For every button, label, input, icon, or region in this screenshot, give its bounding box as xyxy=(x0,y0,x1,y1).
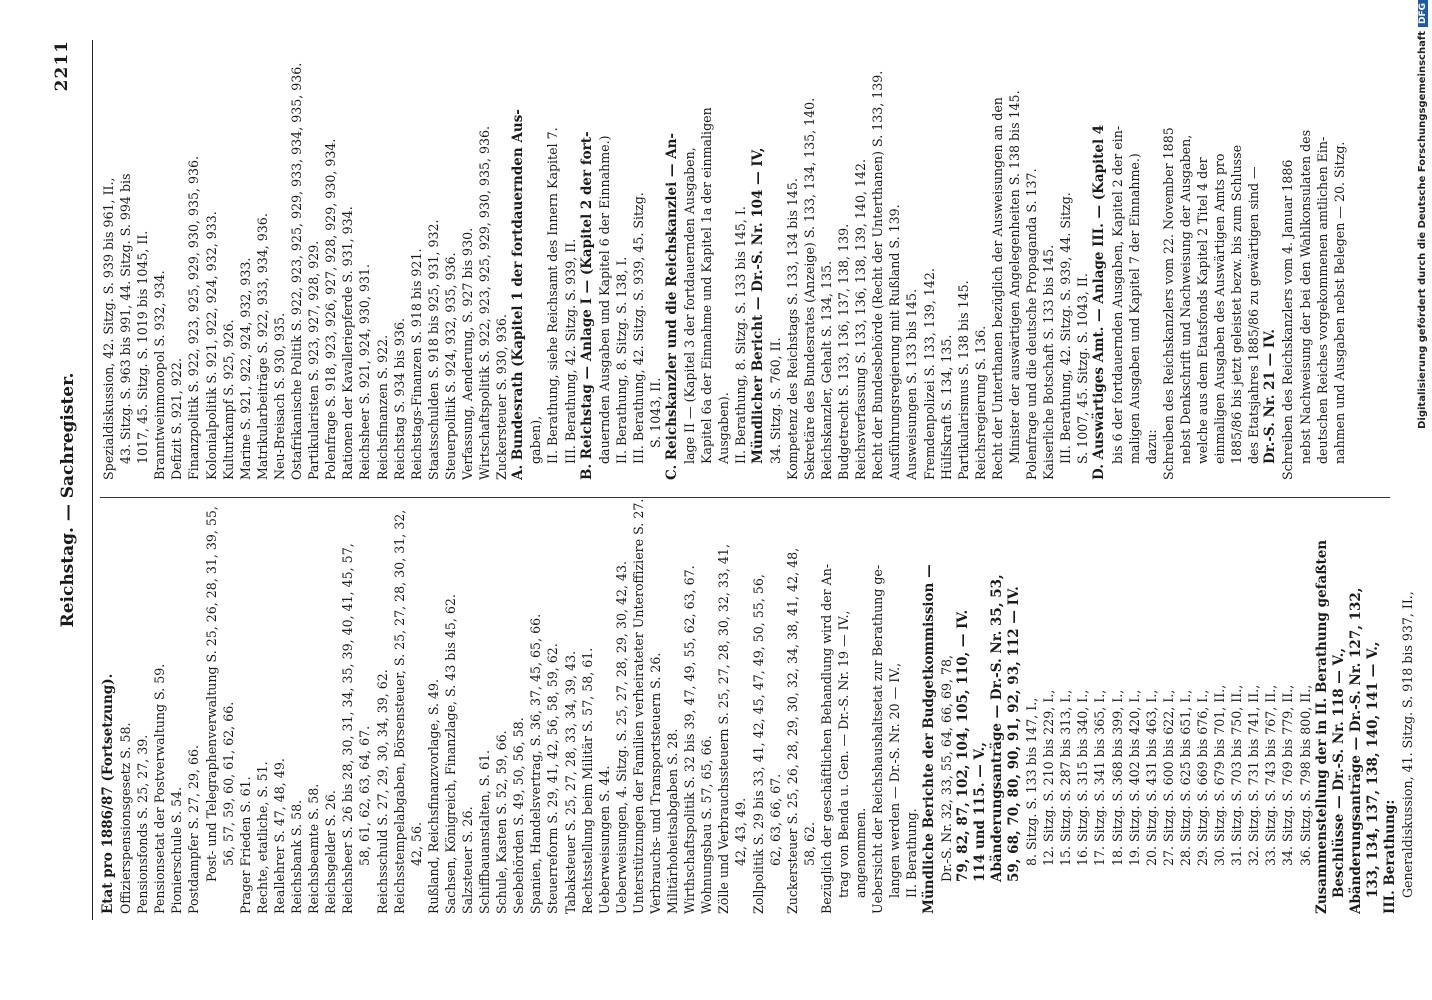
right-col-line: Steuerpolitik S. 924, 932, 935, 936. xyxy=(442,252,458,480)
right-col-line: Zuckersteuer S. 930, 936. xyxy=(494,314,510,480)
left-col-line: Uebersicht der Reichshaushaltsetat zur Berathung ge- xyxy=(870,564,886,914)
right-col-line: Ausgaben). xyxy=(716,392,732,464)
left-col-line: Postdampfer S. 27, 29, 66. xyxy=(186,744,202,914)
left-col-line: Reichsstempelabgaben, Börsensteuer, S. 25, 27, 28, 30, 31, 32, xyxy=(391,509,407,914)
right-col-line: gaben), xyxy=(528,415,544,464)
left-col-line: Zollpolitik S. 29 bis 33, 41, 42, 45, 47, 49, 50, 55, 56, xyxy=(750,574,766,914)
right-col-line: II. Berathung, 8. Sitzg. S. 138, I. xyxy=(613,256,629,464)
right-col-line: 43. Sitzg. S. 963 bis 991, 44. Sitzg. S. 994 bis xyxy=(118,173,134,464)
left-col-line: Offizierspensionsgesetz S. 58. xyxy=(118,722,134,914)
right-col-line: nebst Nachweisung der bei den Wahlkonsulaten des xyxy=(1297,129,1313,464)
right-col-line: Defizit S. 921, 922. xyxy=(169,358,185,480)
right-col-line: Kaiserliche Botschaft S. 133 bis 145. xyxy=(1041,244,1057,480)
right-col-line: maligen Ausgaben und Kapitel 7 der Einnahme.) xyxy=(1126,153,1142,464)
right-col-line: Reichsheer S. 921, 924, 930, 931. xyxy=(357,264,373,480)
left-col-line: Schule, Kasten S. 52, 59, 66. xyxy=(494,730,510,914)
page-number: 2211 xyxy=(52,40,72,92)
right-col-line: Ausführungsregierung mit Rußland S. 139. xyxy=(887,204,903,480)
left-col-line: 19. Sitzg. S. 402 bis 420, I., xyxy=(1126,689,1142,866)
left-col-line: II. Berathung. xyxy=(904,808,920,898)
left-col-line: Reichsbeamte S. 58. xyxy=(306,783,322,914)
left-col-line: Reichsgelder S. 26. xyxy=(323,790,339,914)
right-col-line: Reichsverfassung S. 133, 136, 138, 139, 140, 142. xyxy=(853,158,869,480)
right-col-line: Partikularisten S. 923, 927, 928, 929. xyxy=(306,240,322,480)
left-col-line: Militärhoheitsabgaben S. 28. xyxy=(665,728,681,914)
left-col-line: 28. Sitzg. S. 625 bis 651, I., xyxy=(1177,689,1193,866)
left-col-line: Etat pro 1886/87 (Fortsetzung). xyxy=(100,673,116,914)
right-col-line: Reichsregierung S. 136. xyxy=(972,325,988,480)
left-col-line: Abänderungsanträge — Dr.-S. Nr. 35, 53, xyxy=(988,574,1005,882)
left-column xyxy=(100,480,1416,914)
right-col-line: nahmen und Ausgaben nebst Belegen — 20. Sitzg. xyxy=(1331,141,1347,464)
left-col-line: Sachsen, Königreich, Finanzlage, S. 43 bis 45, 62. xyxy=(442,594,458,914)
left-col-line: Salzsteuer S. 26. xyxy=(459,806,475,914)
right-col-line: lage II — (Kapitel 3 der fortdauernden Ausgaben, xyxy=(682,147,698,464)
left-col-line: Pionierschule S. 54. xyxy=(169,786,185,914)
right-col-line: Hülfskraft S. 134, 135. xyxy=(938,334,954,480)
right-col-line: Reichstags-Finanzen S. 918 bis 921. xyxy=(408,248,424,480)
right-col-line: Matrikularbeiträge S. 922, 933, 934, 936. xyxy=(254,213,270,480)
right-col-line: Ostafrikanische Politik S. 922, 923, 925, 929, 933, 934, 935, 936. xyxy=(289,62,305,480)
right-col-line: Polenfrage S. 918, 923, 926, 927, 928, 929, 930, 934. xyxy=(323,138,339,480)
left-col-line: Pensionsfonds S. 25, 27, 39. xyxy=(135,734,151,914)
right-col-line: II. Berathung, 8. Sitzg. S. 133 bis 145, I. xyxy=(733,206,749,464)
left-col-line: Spanien, Handelsvertrag, S. 36, 37, 45, 65, 66. xyxy=(528,613,544,914)
left-col-line: Verbrauchs- und Transportsteuern S. 26. xyxy=(648,652,663,914)
left-col-line: 133, 134, 137, 138, 140, 141 — V., xyxy=(1364,641,1381,898)
left-col-line: Reallehrer S. 47, 48, 49. xyxy=(271,758,287,914)
left-col-line: III. Berathung: xyxy=(1382,799,1399,914)
left-col-line: 17. Sitzg. S. 341 bis 365, I., xyxy=(1092,689,1108,866)
left-col-line: 34. Sitzg. S. 769 bis 779, II., xyxy=(1280,684,1296,866)
right-col-line: Mündlicher Bericht — Dr.-S. Nr. 104 — IV, xyxy=(749,147,766,464)
right-col-line: Ausweisungen S. 133 bis 145. xyxy=(904,288,920,480)
right-col-line: Kapitel 6a der Einnahme und Kapitel 1a der einmaligen xyxy=(699,107,715,464)
right-col-line: Recht der Unterthanen bezüglich der Ausweisungen an den xyxy=(989,97,1005,480)
left-col-line: trag von Benda u. Gen. — Dr.-S. Nr. 19 — IV., xyxy=(836,610,852,898)
header-rule xyxy=(92,40,93,920)
left-col-line: 29. Sitzg. S. 669 bis 676, I., xyxy=(1195,689,1210,866)
right-col-line: Dr.-S. Nr. 21 — IV. xyxy=(1262,329,1279,464)
right-col-line: Kulturkampf S. 925, 926. xyxy=(220,319,236,480)
right-col-line: bis 6 der fortdauernden Ausgaben, Kapitel 2 der ein- xyxy=(1109,125,1125,464)
running-head: Reichstag. — Sachregister. xyxy=(58,372,78,628)
left-col-line: 79, 82, 87, 102, 104, 105, 110, — IV. xyxy=(954,609,971,882)
right-col-line: Fremdenpolizei S. 133, 139, 142. xyxy=(921,268,937,480)
left-col-line: Wirthschaftspolitik S. 32 bis 39, 47, 49, 55, 62, 63, 67. xyxy=(682,565,698,914)
digitization-stamp xyxy=(1417,0,1428,1000)
left-col-line: Rechte, etatliche, S. 51. xyxy=(254,761,270,914)
left-col-line: Abänderungsanträge — Dr.-S. Nr. 127, 132, xyxy=(1347,587,1364,914)
left-col-line: Unterstützungen der Familien verheirateter Unteroffiziere S. 27. xyxy=(630,498,646,914)
left-col-line: Mündliche Berichte der Budgetkommission — xyxy=(920,564,937,914)
right-col-line: B. Reichstag — Anlage I — (Kapitel 2 der fort- xyxy=(578,131,595,480)
left-col-line: 18. Sitzg. S. 368 bis 399, I., xyxy=(1109,689,1125,866)
right-col-line: Partikularismus S. 138 bis 145. xyxy=(955,280,971,480)
left-col-line: Bezüglich der geschäftlichen Behandlung wird der An- xyxy=(818,563,834,914)
left-col-line: Schiffbauanstalten, S. 61. xyxy=(477,750,493,914)
right-column xyxy=(100,40,1348,480)
right-col-line: III. Berathung, 42. Sitzg. S. 939, II. xyxy=(562,238,578,464)
left-col-line: Seebehörden S. 49, 50, 56, 58. xyxy=(511,717,527,914)
left-col-line: Post- und Telegraphenverwaltung S. 25, 26, 28, 31, 39, 55, xyxy=(203,506,219,882)
right-col-line: Budgetrecht S. 133, 136, 137, 138, 139. xyxy=(836,223,852,480)
left-col-line: Reichsschuld S. 27, 29, 30, 34, 39, 62. xyxy=(374,669,390,914)
right-col-line: Minister der auswärtigen Angelegenheiten S. 138 bis 145. xyxy=(1006,90,1022,464)
left-col-line: Beschlüsse — Dr.-S. Nr. 118 — V., xyxy=(1330,647,1347,898)
right-col-line: des Etatsjahres 1885/86 zu gewärtigen sind — xyxy=(1246,166,1262,464)
left-col-line: 30. Sitzg. S. 679 bis 701, II., xyxy=(1212,684,1228,866)
left-col-line: 27. Sitzg. S. 600 bis 622, I., xyxy=(1160,689,1176,866)
left-col-line: Ueberweisungen, 4. Sitzg. S. 25, 27, 28, 29, 30, 42, 43. xyxy=(613,560,629,914)
column-divider xyxy=(100,497,1390,498)
left-col-line: 12. Sitzg. S. 210 bis 229, I., xyxy=(1041,689,1057,866)
right-col-line: Kolonialpolitik S. 921, 922, 924, 932, 933. xyxy=(203,211,219,480)
left-col-line: 32. Sitzg. S. 731 bis 741, II., xyxy=(1246,684,1262,866)
right-col-line: Polenfrage und die deutsche Propaganda S. 137. xyxy=(1024,168,1040,480)
left-col-line: 58, 61, 62, 63, 64, 67. xyxy=(357,725,373,866)
right-col-line: C. Reichskanzler und die Reichskanzlei — An- xyxy=(664,132,681,480)
right-col-line: III. Berathung, 42. Sitzg. S. 939, 44. Sitzg. xyxy=(1058,192,1074,464)
dfg-logo: DFG xyxy=(1418,0,1428,27)
right-col-line: 1885/86 bis jetzt geleistet bezw. bis zum Schlusse xyxy=(1229,144,1245,464)
right-col-line: Branntweinmonopol S. 932, 934. xyxy=(152,270,168,480)
left-col-line: 31. Sitzg. S. 703 bis 750, II., xyxy=(1229,684,1245,866)
right-col-line: Wirtschaftspolitik S. 922, 923, 925, 929, 930, 935, 936. xyxy=(477,125,493,480)
left-col-line: 56, 57, 59, 60, 61, 62, 66. xyxy=(220,701,236,866)
right-col-line: 1017, 45. Sitzg. S. 1019 bis 1045, II. xyxy=(135,230,151,464)
right-col-line: D. Auswärtiges Amt. — Anlage III. — (Kapitel 4 xyxy=(1091,124,1108,480)
left-col-line: Zuckersteuer S. 25, 26, 28, 29, 30, 32, 34, 38, 41, 42, 48, xyxy=(784,547,800,914)
right-col-line: Rationen der Kavalleriepferde S. 931, 934. xyxy=(340,206,356,480)
right-col-line: Spezialdiskussion, 42. Sitzg. S. 939 bis 961, II., xyxy=(101,177,116,480)
left-col-line: Generaldiskussion, 41. Sitzg. S. 918 bis 937, II., xyxy=(1400,591,1416,898)
right-col-line: S. 1043, II. xyxy=(648,377,663,448)
right-col-line: Marine S. 921, 922, 924, 932, 933. xyxy=(237,257,253,480)
right-col-line: II. Berathung, siehe Reichsamt des Innern Kapitel 7. xyxy=(545,127,561,464)
left-col-line: 42, 43, 49. xyxy=(733,797,749,866)
left-col-line: Pensionsetat der Postverwaltung S. 59. xyxy=(152,663,168,914)
left-col-line: Zusammenstellung der in II. Berathung gefaßten xyxy=(1313,539,1330,914)
left-col-line: Ueberweisungen S. 44. xyxy=(596,765,612,914)
right-col-line: welche aus dem Etatsfonds Kapitel 2 Titel 4 der xyxy=(1195,157,1210,464)
left-col-line: 16. Sitzg. S. 315 bis 340, I., xyxy=(1075,689,1091,866)
right-col-line: Neu-Breisach S. 930, 935. xyxy=(271,312,287,480)
right-col-line: Staatsschulden S. 918 bis 925, 931, 932. xyxy=(425,219,441,480)
right-col-line: Kompetenz des Reichstags S. 133, 134 bis 145. xyxy=(784,178,800,480)
right-col-line: Recht der Bundesbehörde (Recht der Unterthanen) S. 133, 139. xyxy=(870,70,886,480)
left-col-line: Prager Frieden S. 61. xyxy=(237,776,253,914)
left-col-line: langen werden — Dr.-S. Nr. 20 — IV., xyxy=(887,662,903,898)
right-col-line: A. Bundesrath (Kapitel 1 der fortdauernden Aus- xyxy=(510,109,527,480)
left-col-line: 15. Sitzg. S. 287 bis 313, I., xyxy=(1058,689,1074,866)
right-col-line: Reichskanzler, Gehalt S. 134, 135. xyxy=(818,260,834,480)
right-col-line: dazu: xyxy=(1143,429,1159,464)
right-col-line: Schreiben des Reichskanzlers vom 22. November 1885 xyxy=(1160,127,1176,480)
left-col-line: Reichsheer S. 26 bis 28, 30, 31, 34, 35, 39, 40, 41, 45, 57, xyxy=(340,543,356,914)
right-col-line: Schreiben des Reichskanzlers vom 4. Januar 1886 xyxy=(1280,159,1296,480)
left-col-line: Tabaksteuer S. 25, 27, 28, 33, 34, 39, 43. xyxy=(562,650,578,914)
digitization-note: Digitalisierung gefördert durch die Deutsche Forschungsgemeinschaft xyxy=(1417,31,1428,429)
right-col-line: III. Berathung, 42. Sitzg. S. 939, 45. Sitzg. xyxy=(630,192,646,464)
right-col-line: 34. Sitzg. S. 760, II. xyxy=(767,337,783,464)
left-col-line: Reichsbank S. 58. xyxy=(289,799,305,914)
left-col-line: 20. Sitzg. S. 431 bis 463, I., xyxy=(1143,689,1159,866)
left-col-line: Rußland, Reichsfinanzvorlage, S. 49. xyxy=(425,678,441,914)
right-col-line: Sekretäre des Bundesrates (Anzeige) S. 133, 134, 135, 140. xyxy=(801,97,817,480)
left-col-line: Wohnungsbau S. 57, 65, 66. xyxy=(699,735,715,914)
left-col-line: 36. Sitzg. S. 798 bis 800, II., xyxy=(1297,684,1313,866)
left-col-line: angenommen. xyxy=(853,807,869,898)
left-col-line: Rechtsstellung beim Militär S. 57, 58, 61. xyxy=(579,647,595,914)
right-col-line: Reichstag S. 934 bis 936. xyxy=(391,317,407,480)
left-col-line: Steuerreform S. 29, 41, 42, 56, 58, 59, 62. xyxy=(545,643,561,914)
right-col-line: dauernden Ausgaben und Kapitel 6 der Einnahme.) xyxy=(596,135,612,464)
left-col-line: Zölle und Verbrauchssteuern S. 25, 27, 28, 30, 32, 33, 41, xyxy=(716,544,732,914)
right-col-line: einmaligen Ausgaben des Auswärtigen Amts pro xyxy=(1212,153,1228,464)
right-col-line: deutschen Reiches vorgekommenen amtlichen Ein- xyxy=(1314,136,1330,464)
left-col-line: 8. Sitzg. S. 133 bis 147, I., xyxy=(1024,697,1040,866)
left-col-line: 33. Sitzg. S. 743 bis 767, II., xyxy=(1263,684,1279,866)
right-col-line: Finanzpolitik S. 922, 923, 925, 929, 930, 935, 936. xyxy=(186,155,202,480)
left-col-line: 42, 56. xyxy=(408,821,424,866)
right-col-line: Verfassung, Aenderung, S. 927 bis 930. xyxy=(459,227,475,480)
right-col-line: nebst Denkschrift und Nachweisung der Ausgaben, xyxy=(1177,134,1193,464)
right-col-line: Reichsfinanzen S. 922. xyxy=(374,334,390,480)
left-col-line: 59, 68, 70, 80, 90, 91, 92, 93, 112 — IV. xyxy=(1005,586,1022,882)
left-col-line: 114 und 115. — V., xyxy=(971,742,988,882)
right-col-line: S. 1007, 45. Sitzg. S. 1043, II. xyxy=(1075,273,1091,464)
left-col-line: Dr.-S. Nr. 32, 33, 55, 64, 66, 69, 78, xyxy=(938,654,954,882)
left-col-line: 58, 62. xyxy=(801,821,817,866)
left-col-line: 62, 63, 66, 67. xyxy=(767,773,783,866)
